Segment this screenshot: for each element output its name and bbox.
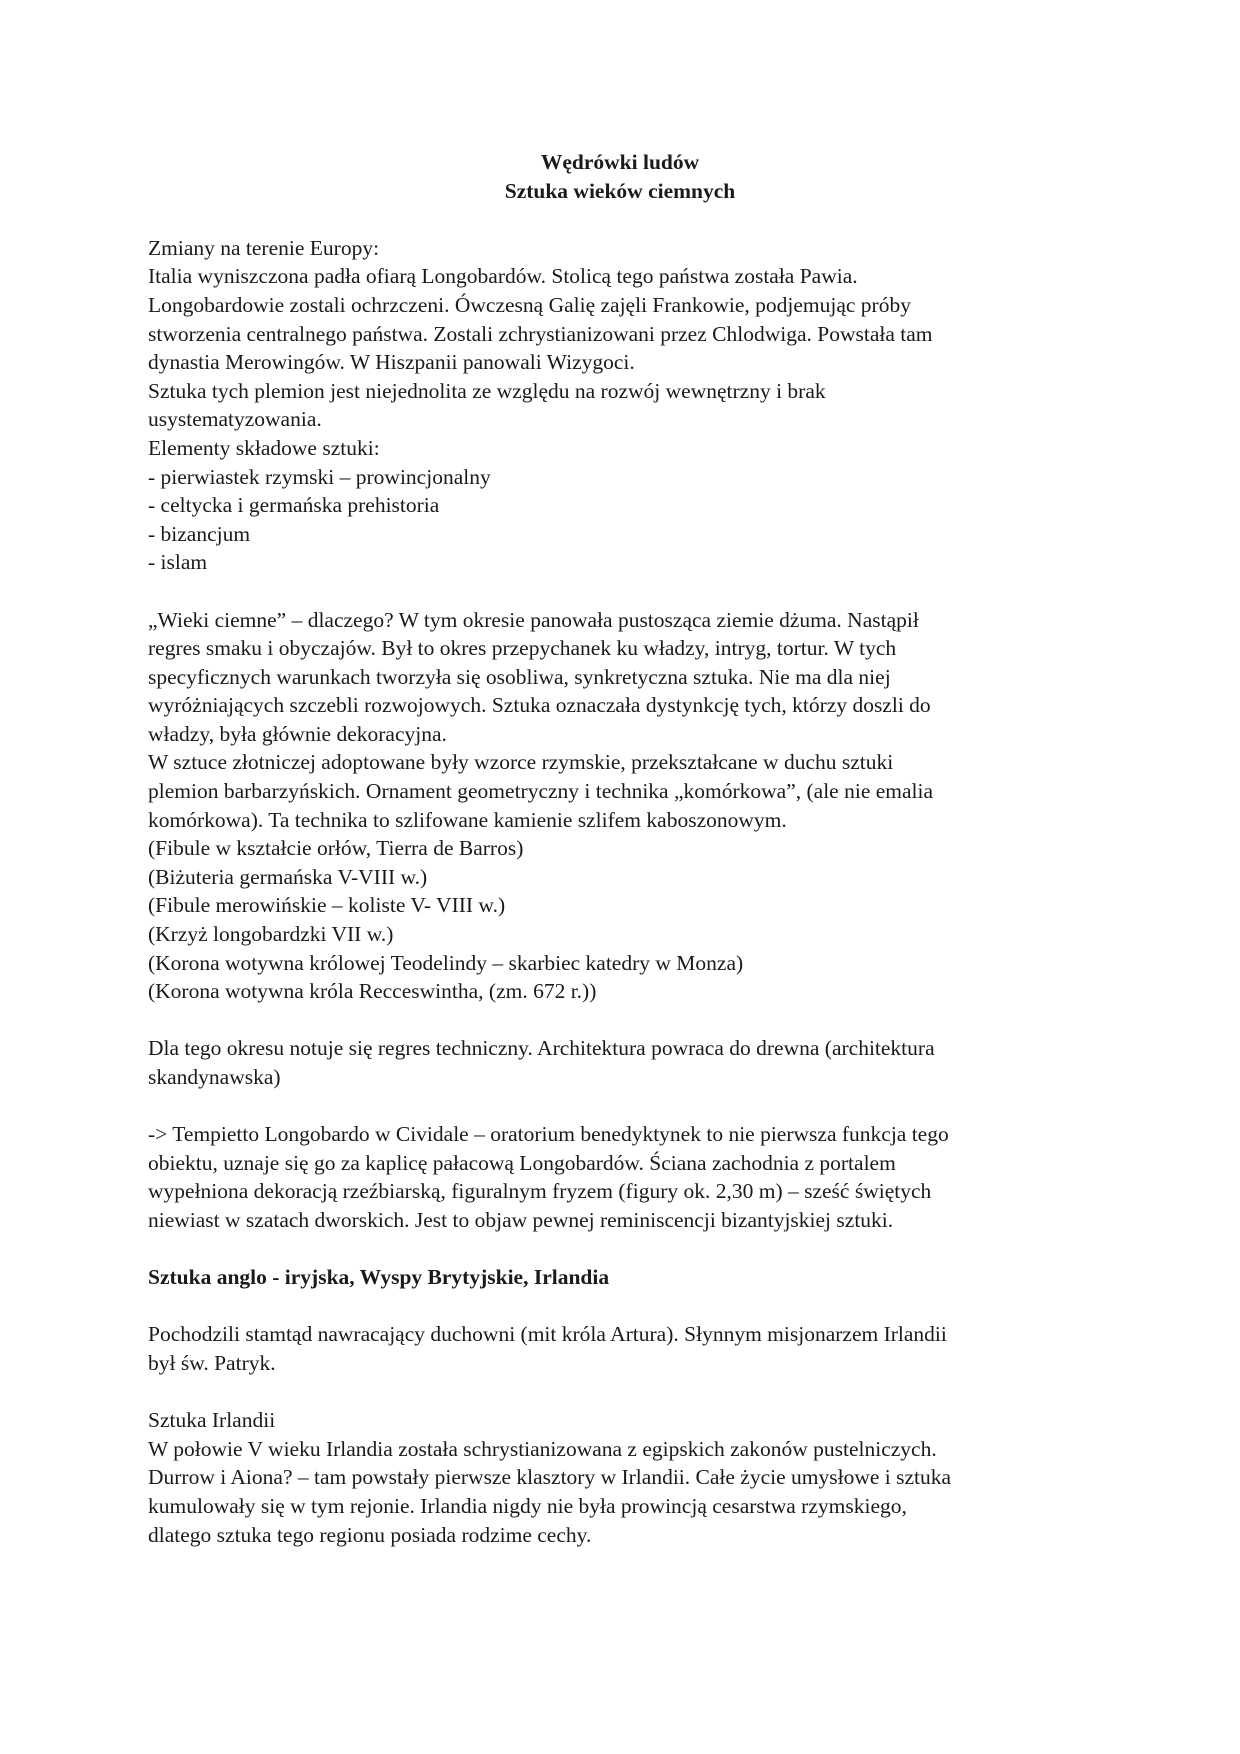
text-line: -> Tempietto Longobardo w Cividale – oratorium benedyktynek to nie pierwsza funkcja tego bbox=[148, 1122, 949, 1147]
text-line: Durrow i Aiona? – tam powstały pierwsze klasztory w Irlandii. Całe życie umysłowe i sztuka bbox=[148, 1465, 952, 1490]
paragraph-gap bbox=[148, 1092, 1092, 1121]
paragraph-tempietto bbox=[148, 1120, 1092, 1234]
text-line: wyróżniających szczebli rozwojowych. Sztuka oznaczała dystynkcję tych, którzy doszli do bbox=[148, 693, 931, 718]
text-line: specyficznych warunkach tworzyła się osobliwa, synkretyczna sztuka. Nie ma dla niej bbox=[148, 664, 891, 689]
paragraph-dark-ages bbox=[148, 606, 1092, 1006]
paragraph-gap bbox=[148, 1235, 1092, 1264]
list-item: - pierwiastek rzymski – prowincjonalny bbox=[148, 464, 491, 489]
list-item: - celtycka i germańska prehistoria bbox=[148, 493, 440, 518]
text-line: niewiast w szatach dworskich. Jest to objaw pewnej reminiscencji bizantyjskiej sztuki. bbox=[148, 1207, 894, 1232]
list-item: (Korona wotywna króla Recceswintha, (zm. 672 r.)) bbox=[148, 979, 597, 1004]
document-title: Wędrówki ludów bbox=[540, 150, 700, 174]
list-item: (Fibule w kształcie orłów, Tierra de Barros) bbox=[148, 836, 524, 861]
text-line: był św. Patryk. bbox=[148, 1350, 276, 1375]
paragraph-gap bbox=[148, 1378, 1092, 1407]
text-line: Sztuka tych plemion jest niejednolita ze względu na rozwój wewnętrzny i brak bbox=[148, 378, 826, 403]
document-subtitle: Sztuka wieków ciemnych bbox=[504, 178, 736, 203]
text-line: Elementy składowe sztuki: bbox=[148, 435, 380, 460]
text-line: kumulowały się w tym rejonie. Irlandia nigdy nie była prowincją cesarstwa rzymskiego, bbox=[148, 1493, 907, 1518]
paragraph-missionaries bbox=[148, 1320, 1092, 1377]
text-line: dynastia Merowingów. W Hiszpanii panowali Wizygoci. bbox=[148, 350, 635, 375]
text-line: wypełniona dekoracją rzeźbiarską, figuralnym fryzem (figury ok. 2,30 m) – sześć świętych bbox=[148, 1179, 932, 1204]
list-item: - islam bbox=[148, 550, 208, 575]
text-line: regres smaku i obyczajów. Był to okres przepychanek ku władzy, intryg, tortur. W tych bbox=[148, 636, 897, 661]
list-item: (Fibule merowińskie – koliste V- VIII w.) bbox=[148, 893, 506, 918]
list-item: (Biżuteria germańska V-VIII w.) bbox=[148, 864, 428, 889]
text-line: komórkowa). Ta technika to szlifowane kamienie szlifem kaboszonowym. bbox=[148, 807, 787, 832]
text-line: obiektu, uznaje się go za kaplicę pałacową Longobardów. Ściana zachodnia z portalem bbox=[148, 1150, 896, 1175]
paragraph-technical-regress bbox=[148, 1034, 1092, 1091]
list-item: (Korona wotywna królowej Teodelindy – skarbiec katedry w Monza) bbox=[148, 950, 744, 975]
text-line: usystematyzowania. bbox=[148, 407, 322, 432]
paragraph-gap bbox=[148, 577, 1092, 606]
paragraph-irish-art bbox=[148, 1406, 1092, 1549]
title-block bbox=[148, 148, 1092, 205]
text-line: Longobardowie zostali ochrzczeni. Ówczesną Galię zajęli Frankowie, podjemując próby bbox=[148, 292, 911, 317]
document-page bbox=[148, 148, 1092, 1549]
text-line: W połowie V wieku Irlandia została schrystianizowana z egipskich zakonów pustelniczych. bbox=[148, 1436, 937, 1461]
paragraph-europe-changes bbox=[148, 234, 1092, 577]
text-line: Pochodzili stamtąd nawracający duchowni (mit króla Artura). Słynnym misjonarzem Irlandii bbox=[148, 1322, 947, 1347]
text-line: Dla tego okresu notuje się regres techniczny. Architektura powraca do drewna (architektura bbox=[148, 1036, 935, 1061]
text-line: stworzenia centralnego państwa. Zostali zchrystianizowani przez Chlodwiga. Powstała tam bbox=[148, 321, 933, 346]
text-line: „Wieki ciemne” – dlaczego? W tym okresie panowała pustosząca ziemie dżuma. Nastąpił bbox=[148, 607, 919, 632]
text-line: W sztuce złotniczej adoptowane były wzorce rzymskie, przekształcane w duchu sztuki bbox=[148, 750, 894, 775]
text-line: władzy, była głównie dekoracyjna. bbox=[148, 721, 447, 746]
text-line: Zmiany na terenie Europy: bbox=[148, 235, 380, 260]
text-line: plemion barbarzyńskich. Ornament geometryczny i technika „komórkowa”, (ale nie emalia bbox=[148, 779, 934, 804]
list-item: (Krzyż longobardzki VII w.) bbox=[148, 922, 394, 947]
paragraph-gap bbox=[148, 1006, 1092, 1035]
section-heading: Sztuka anglo - iryjska, Wyspy Brytyjskie, Irlandia bbox=[148, 1265, 610, 1290]
text-line: Italia wyniszczona padła ofiarą Longobardów. Stolicą tego państwa została Pawia. bbox=[148, 264, 858, 289]
paragraph-gap bbox=[148, 1292, 1092, 1321]
text-line: dlatego sztuka tego regionu posiada rodzime cechy. bbox=[148, 1522, 592, 1547]
subheading-line: Sztuka Irlandii bbox=[148, 1408, 276, 1433]
text-line: skandynawska) bbox=[148, 1065, 281, 1089]
list-item: - bizancjum bbox=[148, 521, 251, 546]
